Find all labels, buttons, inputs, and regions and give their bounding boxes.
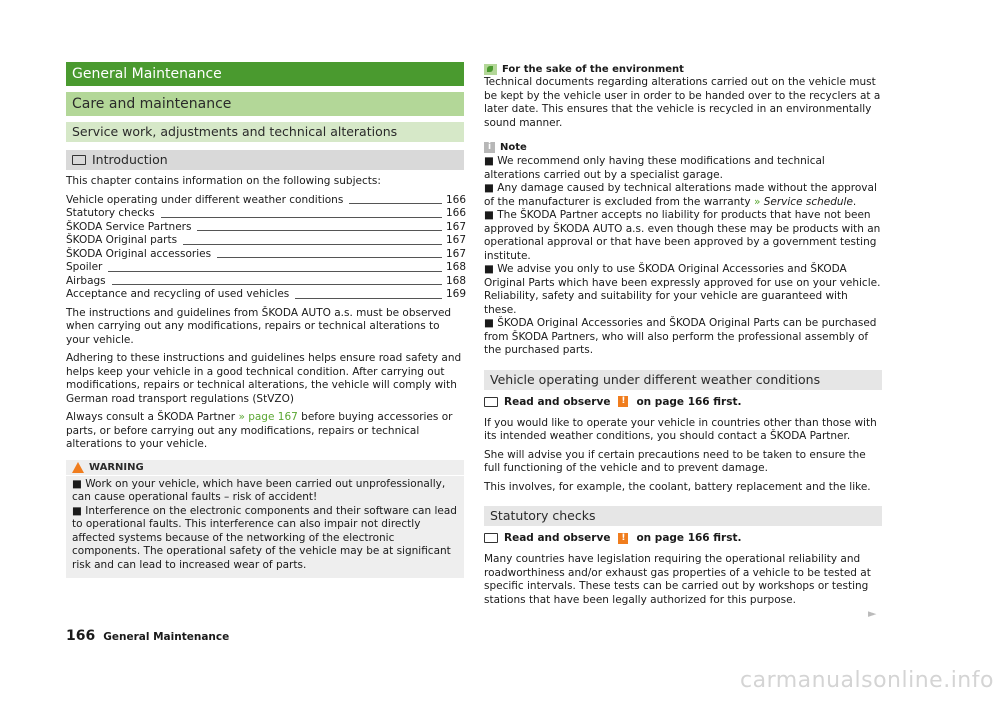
page-number: 166	[66, 628, 96, 644]
toc-item[interactable]: Vehicle operating under different weather conditions 166	[66, 193, 467, 206]
body-paragraph: If you would like to operate your vehicle in countries other than those with its intended weather conditions, you should contact a ŠKODA Partner.	[484, 416, 877, 442]
toc-item[interactable]: Spoiler 168	[66, 261, 467, 273]
subsection-heading: Service work, adjustments and technical alterations	[66, 122, 464, 142]
note-bullet: ■ Any damage caused by technical alterations made without the approval of the manufacturer is excluded from the warranty » Service schedule.	[484, 182, 877, 208]
note-header	[484, 142, 882, 153]
body-paragraph: Always consult a ŠKODA Partner » page 167 before buying accessories or parts, or before carrying out any modifications, repairs or technical alterations to your vehicle.	[66, 411, 453, 450]
section-heading: Care and maintenance	[66, 92, 464, 116]
page-footer	[66, 628, 229, 644]
toc-item[interactable]: Statutory checks 166	[66, 207, 467, 219]
page-link[interactable]: » page 167	[238, 411, 298, 423]
body-paragraph: This involves, for example, the coolant, battery replacement and the like.	[484, 480, 871, 493]
environment-header	[484, 64, 882, 75]
warning-bullet: ■ Interference on the electronic components and their software can lead to operational faults. This interference can also impair not directly affected systems because of the networking of the electronic components. The operational safety of the vehicle may be at significant risk and can lead to increased wear of parts.	[72, 504, 457, 571]
leaf-icon	[484, 64, 497, 75]
info-icon: i	[484, 142, 495, 153]
read-observe-line: Read and observe ! on page 166 first.	[484, 532, 882, 544]
warning-label: WARNING	[89, 461, 144, 473]
warning-mark-icon[interactable]: !	[618, 396, 628, 407]
note-bullet: ■ We advise you only to use ŠKODA Original Accessories and ŠKODA Original Parts which have been expressly approved for use on your vehicle. Reliability, safety and suitability for your vehicle are guaranteed with these.	[484, 263, 881, 316]
warning-header	[66, 460, 464, 476]
continue-arrow-icon: ►	[868, 607, 877, 620]
note-bullet: ■ The ŠKODA Partner accepts no liability for products that have not been approved by ŠKODA AUTO a.s. even though these may be products with an operational approval or that have been approved by a government testing institute.	[484, 209, 881, 262]
read-observe-line: Read and observe ! on page 166 first.	[484, 396, 882, 408]
intro-text: This chapter contains information on the following subjects:	[66, 175, 381, 187]
warning-mark-icon[interactable]: !	[618, 533, 628, 544]
intro-heading-label: Introduction	[92, 152, 168, 167]
toc-item[interactable]: ŠKODA Service Partners 167	[66, 220, 467, 233]
toc-item[interactable]: ŠKODA Original parts 167	[66, 234, 467, 246]
warning-icon	[72, 462, 84, 473]
note-bullet: ■ ŠKODA Original Accessories and ŠKODA Original Parts can be purchased from ŠKODA Partners, who will also perform the professional assembly of the purchased parts.	[484, 317, 877, 356]
watermark: carmanualsonline.info	[740, 668, 994, 693]
statutory-section-heading: Statutory checks	[484, 506, 882, 526]
footer-label: General Maintenance	[103, 631, 230, 643]
body-paragraph: She will advise you if certain precautions need to be taken to ensure the full functioning of the vehicle and to prevent damage.	[484, 448, 866, 474]
chapter-heading: General Maintenance	[66, 62, 464, 86]
toc-item[interactable]: Acceptance and recycling of used vehicles 169	[66, 288, 467, 300]
service-schedule-link[interactable]: Service schedule	[763, 195, 853, 208]
left-column	[66, 62, 467, 578]
environment-text: Technical documents regarding alterations carried out on the vehicle must be kept by the vehicle user in order to be handed over to the recyclers at a later date. This ensures that the vehicle is recycled in an environmentally sound manner.	[484, 76, 881, 129]
warning-box	[66, 460, 464, 579]
note-label: Note	[500, 142, 527, 153]
body-paragraph: The instructions and guidelines from ŠKODA AUTO a.s. must be observed when carrying out any modifications, repairs or technical alterations to your vehicle.	[66, 306, 452, 346]
book-icon	[484, 533, 498, 543]
weather-section-heading: Vehicle operating under different weather conditions	[484, 370, 882, 390]
body-paragraph: Adhering to these instructions and guidelines helps ensure road safety and helps keep your vehicle in a good technical condition. After carrying out modifications, repairs or technical alterations, the vehicle will comply with German road transport regulations (StVZO)	[66, 352, 462, 405]
toc-item[interactable]: ŠKODA Original accessories 167	[66, 247, 467, 260]
intro-heading	[66, 150, 464, 170]
environment-label: For the sake of the environment	[502, 64, 684, 75]
note-bullet: ■ We recommend only having these modifications and technical alterations carried out by a specialist garage.	[484, 155, 825, 181]
warning-bullet: ■ Work on your vehicle, which have been carried out unprofessionally, can cause operational faults – risk of accident!	[72, 477, 446, 503]
table-of-contents	[66, 193, 467, 302]
book-icon	[484, 397, 498, 407]
toc-item[interactable]: Airbags 168	[66, 274, 467, 287]
body-paragraph: Many countries have legislation requiring the operational reliability and roadworthiness and/or exhaust gas properties of a vehicle to be tested at specific intervals. These tests can be carried out by workshops or testing stations that have been legally authorized for this purpose.	[484, 553, 871, 606]
right-column	[484, 62, 882, 607]
book-icon	[72, 155, 86, 165]
